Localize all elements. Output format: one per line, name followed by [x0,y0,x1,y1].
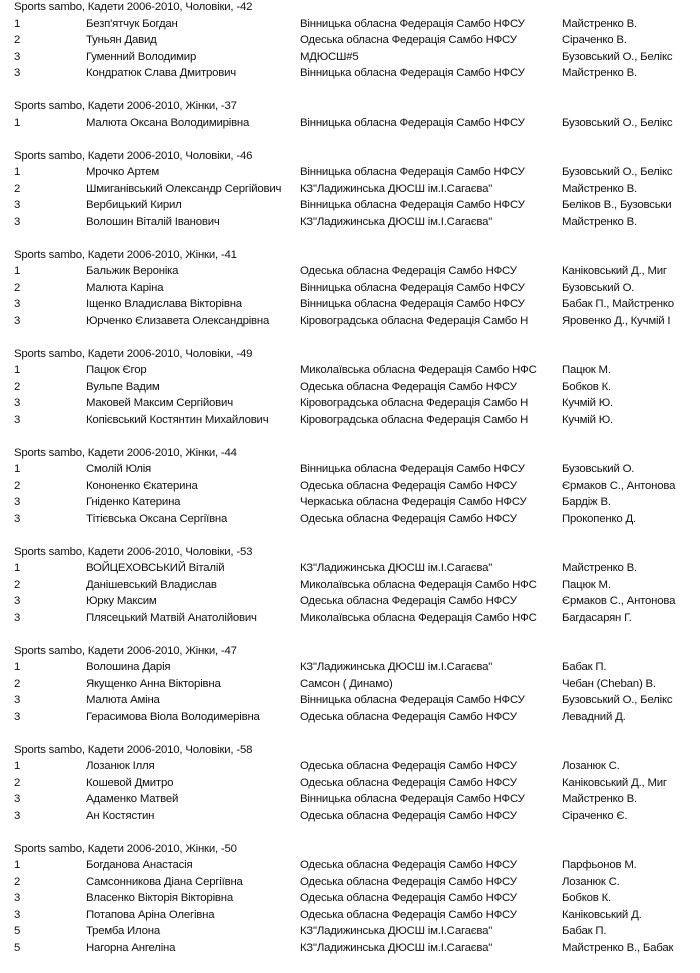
athlete-name: Вербицький Кирил [86,199,182,211]
result-row [0,379,700,396]
athlete-name: Кошевой Дмитро [86,776,174,789]
result-row [0,874,700,891]
athlete-place: 2 [14,380,21,393]
athlete-coach: Майстренко В. [562,67,637,79]
athlete-name: ВОЙЦЕХОВСЬКИЙ Віталій [86,562,225,574]
result-row [0,923,700,940]
athlete-club: Вінницька обласна Федерація Самбо НФСУ [300,793,525,805]
athlete-club: Вінницька обласна Федерація Самбо НФСУ [300,116,525,129]
result-row [0,280,700,297]
category-title: Sports sambo, Кадети 2006-2010, Чоловіки, -49 [14,347,253,360]
athlete-place: 3 [14,512,21,525]
athlete-club: Вінницька обласна Федерація Самбо НФСУ [300,281,525,294]
weight-category-group [0,445,700,544]
result-row [0,560,700,577]
athlete-club: Вінницька обласна Федерація Самбо НФСУ [300,463,525,475]
athlete-place: 3 [14,809,21,822]
athlete-name: Власенко Вікторія Вікторівна [86,892,233,904]
athlete-coach: Майстренко В. [562,17,637,30]
athlete-place: 5 [14,925,21,937]
athlete-coach: Бобков К. [562,892,611,904]
athlete-club: КЗ"Ладижинська ДЮСШ ім.І.Сагаєва" [300,941,493,954]
athlete-name: Тремба Илона [86,925,160,937]
athlete-name: Бальжик Вероніка [86,265,179,277]
athlete-club: Одеська обласна Федерація Самбо НФСУ [300,776,517,789]
athlete-place: 1 [14,760,21,772]
athlete-coach: Бардіж В. [562,496,611,508]
athlete-place: 2 [14,776,21,789]
athlete-coach: Каніковський Д. [562,908,642,921]
result-row [0,296,700,313]
athlete-club: Кіровоградська обласна Федерація Самбо Н [300,397,529,409]
athlete-name: Ан Костястин [86,809,155,822]
result-row [0,16,700,33]
athlete-club: Одеська обласна Федерація Самбо НФСУ [300,479,517,492]
athlete-place: 1 [14,859,21,871]
athlete-club: Одеська обласна Федерація Самбо НФСУ [300,760,517,772]
athlete-club: Вінницька обласна Федерація Самбо НФСУ [300,694,525,706]
athlete-place: 2 [14,281,21,294]
result-row [0,214,700,231]
athlete-name: Іщенко Владислава Вікторівна [86,298,242,310]
athlete-club: Одеська обласна Федерація Самбо НФСУ [300,710,517,723]
category-title-line [0,643,700,660]
athlete-name: Пацюк Єгор [86,364,147,376]
athlete-name: Маковей Максим Сергійович [86,397,233,409]
athlete-name: Лозанюк Ілля [86,760,155,772]
category-title: Sports sambo, Кадети 2006-2010, Жінки, -41 [14,248,237,261]
athlete-coach: Пацюк М. [562,578,611,591]
athlete-club: КЗ"Ладижинська ДЮСШ ім.І.Сагаєва" [300,925,493,937]
athlete-coach: Багдасарян Г. [562,611,632,624]
result-row [0,164,700,181]
result-row [0,577,700,594]
category-title: Sports sambo, Кадети 2006-2010, Чоловіки, -58 [14,743,253,756]
result-row [0,197,700,214]
athlete-place: 3 [14,413,21,426]
athlete-club: Миколаївська обласна Федерація Самбо НФС [300,364,537,376]
result-row [0,313,700,330]
athlete-club: Черкаська обласна Федерація Самбо НФСУ [300,496,527,508]
athlete-name: Малюта Каріна [86,281,164,294]
blank-line [0,824,700,841]
athlete-name: Вульпе Вадим [86,380,160,393]
athlete-club: Одеська обласна Федерація Самбо НФСУ [300,859,517,871]
athlete-name: Туньян Давид [86,34,157,46]
athlete-coach: Каніковський Д., Миг [562,265,667,277]
weight-category-group [0,247,700,346]
athlete-name: Герасимова Віола Володимерівна [86,710,260,723]
result-row [0,412,700,429]
category-title-line [0,148,700,165]
athlete-coach: Парфьонов М. [562,859,637,871]
athlete-club: Миколаївська обласна Федерація Самбо НФС [300,578,537,591]
athlete-club: Одеська обласна Федерація Самбо НФСУ [300,34,517,46]
blank-line [0,329,700,346]
athlete-place: 3 [14,397,21,409]
result-row [0,808,700,825]
athlete-coach: Бузовський О. [562,281,635,294]
athlete-name: Адаменко Матвей [86,793,179,805]
category-title: Sports sambo, Кадети 2006-2010, Жінки, -50 [14,842,237,855]
blank-line [0,527,700,544]
category-title-line [0,98,700,115]
category-title: Sports sambo, Кадети 2006-2010, Чоловіки, -46 [14,149,253,162]
result-row [0,478,700,495]
result-row [0,857,700,874]
blank-line [0,725,700,742]
result-row [0,49,700,66]
athlete-coach: Єрмаков С., Антонова [562,595,676,607]
result-row [0,494,700,511]
blank-line [0,131,700,148]
athlete-coach: Кучмій Ю. [562,397,614,409]
athlete-place: 3 [14,298,21,310]
blank-line [0,230,700,247]
athlete-place: 3 [14,710,21,723]
athlete-place: 1 [14,116,21,129]
result-row [0,461,700,478]
result-row [0,511,700,528]
athlete-place: 3 [14,595,21,607]
athlete-coach: Яровенко Д., Кучмій І [562,314,671,327]
weight-category-group [0,346,700,445]
category-title: Sports sambo, Кадети 2006-2010, Чоловіки, -42 [14,1,253,13]
athlete-name: Шмиганівський Олександр Сергійович [86,182,282,195]
athlete-place: 1 [14,166,21,178]
weight-category-group [0,643,700,742]
athlete-club: Кіровоградська обласна Федерація Самбо Н [300,413,529,426]
category-title: Sports sambo, Кадети 2006-2010, Чоловіки, -53 [14,545,253,558]
athlete-coach: Бузовський О., Белікс [562,694,673,706]
blank-line [0,626,700,643]
athlete-coach: Кучмій Ю. [562,413,614,426]
result-row [0,758,700,775]
category-title-line [0,841,700,858]
athlete-club: Одеська обласна Федерація Самбо НФСУ [300,809,517,822]
athlete-club: Одеська обласна Федерація Самбо НФСУ [300,512,517,525]
blank-line [0,956,700,973]
result-row [0,181,700,198]
athlete-club: Кіровоградська обласна Федерація Самбо Н [300,314,529,327]
weight-category-group [0,841,700,973]
athlete-place: 3 [14,611,21,624]
athlete-place: 2 [14,677,21,690]
athlete-name: Якущенко Анна Вікторівна [86,677,221,690]
athlete-coach: Сіраченко Є. [562,809,628,822]
athlete-name: Богданова Анастасія [86,859,193,871]
athlete-name: Данішевський Владислав [86,578,217,591]
athlete-coach: Єрмаков С., Антонова [562,479,676,492]
athlete-club: Одеська обласна Федерація Самбо НФСУ [300,265,517,277]
athlete-name: Малюта Оксана Володимирівна [86,116,250,129]
athlete-place: 2 [14,182,21,195]
result-row [0,32,700,49]
athlete-name: Тітієвська Оксана Сергіївна [86,512,228,525]
athlete-club: Одеська обласна Федерація Самбо НФСУ [300,875,517,888]
athlete-coach: Сіраченко В. [562,34,627,46]
athlete-place: 1 [14,562,21,574]
athlete-place: 1 [14,661,21,673]
athlete-place: 1 [14,265,21,277]
athlete-club: КЗ"Ладижинська ДЮСШ ім.І.Сагаєва" [300,661,493,673]
result-row [0,395,700,412]
weight-category-group [0,148,700,247]
athlete-place: 1 [14,463,21,475]
athlete-coach: Бабак П. [562,661,607,673]
athlete-coach: Бузовський О. [562,463,635,475]
athlete-coach: Майстренко В. [562,182,637,195]
category-title-line [0,742,700,759]
athlete-name: Нагорна Ангеліна [86,941,176,954]
athlete-club: Вінницька обласна Федерація Самбо НФСУ [300,298,525,310]
result-row [0,791,700,808]
athlete-name: Мрочко Артем [86,166,159,178]
result-row [0,907,700,924]
athlete-club: КЗ"Ладижинська ДЮСШ ім.І.Сагаєва" [300,215,493,228]
athlete-place: 3 [14,199,21,211]
result-row [0,362,700,379]
athlete-place: 1 [14,17,21,30]
result-row [0,890,700,907]
result-row [0,676,700,693]
athlete-place: 5 [14,941,21,954]
athlete-place: 1 [14,364,21,376]
athlete-name: Волошина Дарія [86,661,171,673]
blank-line [0,82,700,99]
athlete-club: Вінницька обласна Федерація Самбо НФСУ [300,67,525,79]
result-row [0,659,700,676]
athlete-place: 3 [14,892,21,904]
athlete-coach: Пацюк М. [562,364,611,376]
athlete-coach: Чебан (Cheban) В. [562,677,656,690]
category-title-line [0,247,700,264]
athlete-club: Одеська обласна Федерація Самбо НФСУ [300,892,517,904]
result-row [0,709,700,726]
athlete-place: 3 [14,908,21,921]
athlete-name: Плясецький Матвій Анатолійович [86,611,257,624]
athlete-coach: Лозанюк С. [562,760,620,772]
weight-category-group [0,0,700,98]
category-title-line [0,346,700,363]
athlete-place: 2 [14,479,21,492]
athlete-club: Вінницька обласна Федерація Самбо НФСУ [300,17,525,30]
athlete-club: Одеська обласна Федерація Самбо НФСУ [300,595,517,607]
category-title: Sports sambo, Кадети 2006-2010, Жінки, -44 [14,446,237,459]
athlete-coach: Беліков В., Бузовськи [562,199,672,211]
result-row [0,940,700,957]
athlete-coach: Бузовський О., Белікс [562,166,673,178]
result-row [0,593,700,610]
athlete-coach: Бабак П., Майстренко [562,298,674,310]
athlete-place: 3 [14,314,21,327]
athlete-club: МДЮСШ#5 [300,50,359,63]
result-row [0,263,700,280]
athlete-club: КЗ"Ладижинська ДЮСШ ім.І.Сагаєва" [300,562,493,574]
category-title-line [0,0,700,16]
athlete-place: 2 [14,34,21,46]
result-row [0,65,700,82]
category-title: Sports sambo, Кадети 2006-2010, Жінки, -37 [14,100,237,112]
category-title-line [0,544,700,561]
athlete-name: Гуменний Володимир [86,50,197,63]
athlete-name: Самсонникова Діана Сергіївна [86,875,243,888]
athlete-coach: Каніковський Д., Миг [562,776,667,789]
athlete-coach: Майстренко В. [562,562,637,574]
athlete-club: Самсон ( Динамо) [300,677,393,690]
athlete-place: 3 [14,694,21,706]
weight-category-group [0,742,700,841]
athlete-name: Волошин Віталій Іванович [86,215,220,228]
athlete-coach: Майстренко В. [562,793,637,805]
athlete-club: Миколаївська обласна Федерація Самбо НФС [300,611,537,624]
result-row [0,115,700,132]
athlete-name: Смолій Юлія [86,463,151,475]
athlete-place: 3 [14,50,21,63]
athlete-coach: Лозанюк С. [562,875,620,888]
athlete-name: Копієвський Костянтин Михайлович [86,413,269,426]
athlete-place: 3 [14,793,21,805]
athlete-name: Гніденко Катерина [86,496,181,508]
athlete-name: Кондратюк Слава Дмитрович [86,67,237,79]
athlete-coach: Бобков К. [562,380,611,393]
athlete-coach: Бабак П. [562,925,607,937]
weight-category-group [0,98,700,148]
athlete-coach: Левадний Д. [562,710,626,723]
athlete-club: КЗ"Ладижинська ДЮСШ ім.І.Сагаєва" [300,182,493,195]
athlete-coach: Бузовський О., Белікс [562,116,673,129]
weight-category-group [0,544,700,643]
athlete-place: 2 [14,578,21,591]
category-title: Sports sambo, Кадети 2006-2010, Жінки, -47 [14,644,237,657]
athlete-name: Потапова Аріна Олегівна [86,908,215,921]
athlete-coach: Прокопенко Д. [562,512,636,525]
athlete-club: Вінницька обласна Федерація Самбо НФСУ [300,166,525,178]
athlete-name: Безп'ятчук Богдан [86,17,178,30]
athlete-name: Малюта Аміна [86,694,160,706]
category-title-line [0,445,700,462]
athlete-name: Юрку Максим [86,595,157,607]
athlete-place: 3 [14,496,21,508]
athlete-place: 3 [14,215,21,228]
result-row [0,775,700,792]
athlete-coach: Майстренко В., Бабак [562,941,674,954]
result-row [0,692,700,709]
result-row [0,610,700,627]
athlete-place: 3 [14,67,21,79]
athlete-club: Одеська обласна Федерація Самбо НФСУ [300,908,517,921]
blank-line [0,428,700,445]
athlete-name: Кононенко Єкатерина [86,479,198,492]
athlete-name: Юрченко Єлизавета Олександрівна [86,314,270,327]
athlete-club: Вінницька обласна Федерація Самбо НФСУ [300,199,525,211]
athlete-club: Одеська обласна Федерація Самбо НФСУ [300,380,517,393]
athlete-coach: Бузовський О., Белікс [562,50,673,63]
athlete-place: 2 [14,875,21,888]
athlete-coach: Майстренко В. [562,215,637,228]
